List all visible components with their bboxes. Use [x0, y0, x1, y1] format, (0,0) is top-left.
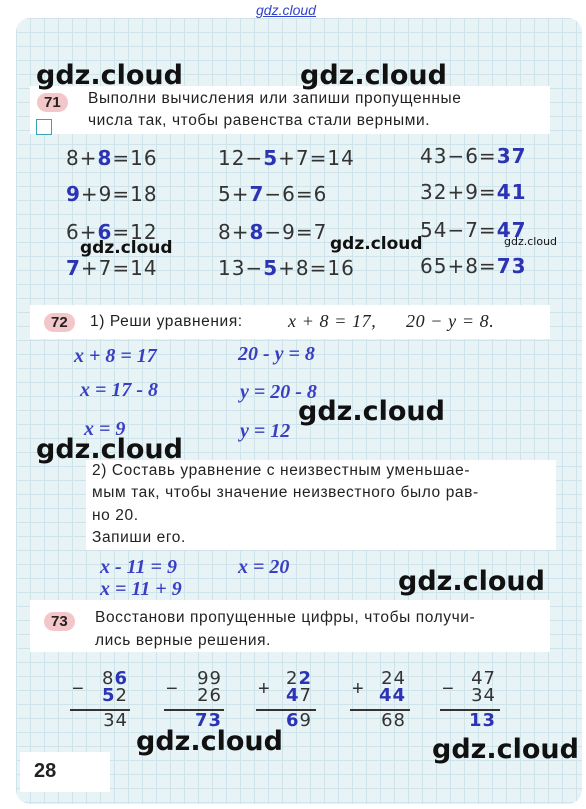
eq-row: 54−7=47 — [420, 218, 527, 242]
task-71-instruction-1: Выполни вычисления или запиши пропущенные — [88, 90, 462, 107]
task-72-part1: 1) Реши уравнения: — [90, 313, 243, 330]
eq-row: 12−5+7=14 — [218, 146, 355, 170]
eq-row: 8+8−9=7 — [218, 220, 328, 244]
watermark: gdz.cloud — [330, 234, 423, 254]
solution-line: x = 17 - 8 — [80, 379, 159, 401]
eq-row: 8+8=16 — [66, 146, 158, 170]
task-72-write-it: Запиши его. — [92, 529, 186, 546]
site-label[interactable]: gdz.cloud — [256, 2, 316, 18]
task-73-number: 73 — [44, 612, 75, 631]
watermark: gdz.cloud — [80, 238, 173, 258]
task-72-part2-line3: но 20. — [92, 507, 139, 524]
equation-1: x + 8 = 17, — [288, 311, 377, 331]
eq-row: 9+9=18 — [66, 182, 158, 206]
watermark: gdz.cloud — [36, 60, 183, 91]
task-checkbox[interactable] — [36, 119, 52, 135]
watermark: gdz.cloud — [432, 734, 579, 765]
watermark: gdz.cloud — [298, 396, 445, 427]
answer-line: x = 20 — [238, 556, 290, 578]
watermark: gdz.cloud — [300, 60, 447, 91]
solution-line: x + 8 = 17 — [74, 345, 157, 367]
solution-line: 20 - y = 8 — [238, 343, 315, 365]
task-71-number: 71 — [37, 93, 68, 112]
eq-row: 5+7−6=6 — [218, 182, 328, 206]
watermark: gdz.cloud — [504, 235, 558, 248]
task-73-line2: лись верные решения. — [95, 632, 271, 649]
page-number: 28 — [34, 760, 57, 782]
eq-row: 13−5+8=16 — [218, 256, 355, 280]
solution-line: x = 9 — [84, 418, 126, 440]
answer-line: x = 11 + 9 — [100, 578, 182, 600]
eq-row: 32+9=41 — [420, 180, 527, 204]
textbook-page: gdz.cloud 71 Выполни вычисления или запиши пропущенные числа так, чтобы равенства стали верными. 8+8=16 9+9=18 6+6=12 7+7=14 12−5+7=14 5+7−6=6 8+8−9=7 13−5+8=16 43−6=37 32+9=41 54−7=47 65+8=73 72 1) Реши уравнения: x + 8 = 17, 20 − y = 8. x + 8 = 17 x = 17 - 8 x = 9 20 - y = 8 y = 20 - 8 y = 12 2) Составь уравнение с неизвестным уменьшае- мым так, чтобы значение неизвестного было рав- но 20. Запиши его. x - 11 = 9 x = 11 + 9 x = 20 73 Восстанови пропущенные цифры, чтобы получи- лись верные решения. − 86 52 34 − 99 26 73 + 22 47 69 + 24 44 68 − 47 34 13 28 gdz.cloud gdz.cloud gdz.cloud gdz.cloud gdz.cloud gdz.cloud gdz.cloud gdz.cloud gdz.cloud gdz.cloud — [0, 0, 586, 809]
task-72-part2-line2: мым так, чтобы значение неизвестного было рав- — [92, 484, 479, 501]
eq-row: 6+6=12 — [66, 220, 158, 244]
watermark: gdz.cloud — [398, 566, 545, 597]
eq-row: 65+8=73 — [420, 254, 527, 278]
answer-line: x - 11 = 9 — [100, 556, 177, 578]
eq-row: 7+7=14 — [66, 256, 158, 280]
eq-row: 43−6=37 — [420, 144, 527, 168]
task-71-instruction-2: числа так, чтобы равенства стали верными. — [88, 112, 431, 129]
solution-line: y = 12 — [240, 420, 291, 442]
watermark: gdz.cloud — [36, 434, 183, 465]
watermark: gdz.cloud — [136, 726, 283, 757]
task-72-part2-line1: 2) Составь уравнение с неизвестным уменьшае- — [92, 462, 471, 479]
task-72-number: 72 — [44, 313, 75, 332]
task-73-line1: Восстанови пропущенные цифры, чтобы получи- — [95, 609, 476, 626]
equation-2: 20 − y = 8. — [406, 311, 495, 331]
solution-line: y = 20 - 8 — [240, 381, 317, 403]
